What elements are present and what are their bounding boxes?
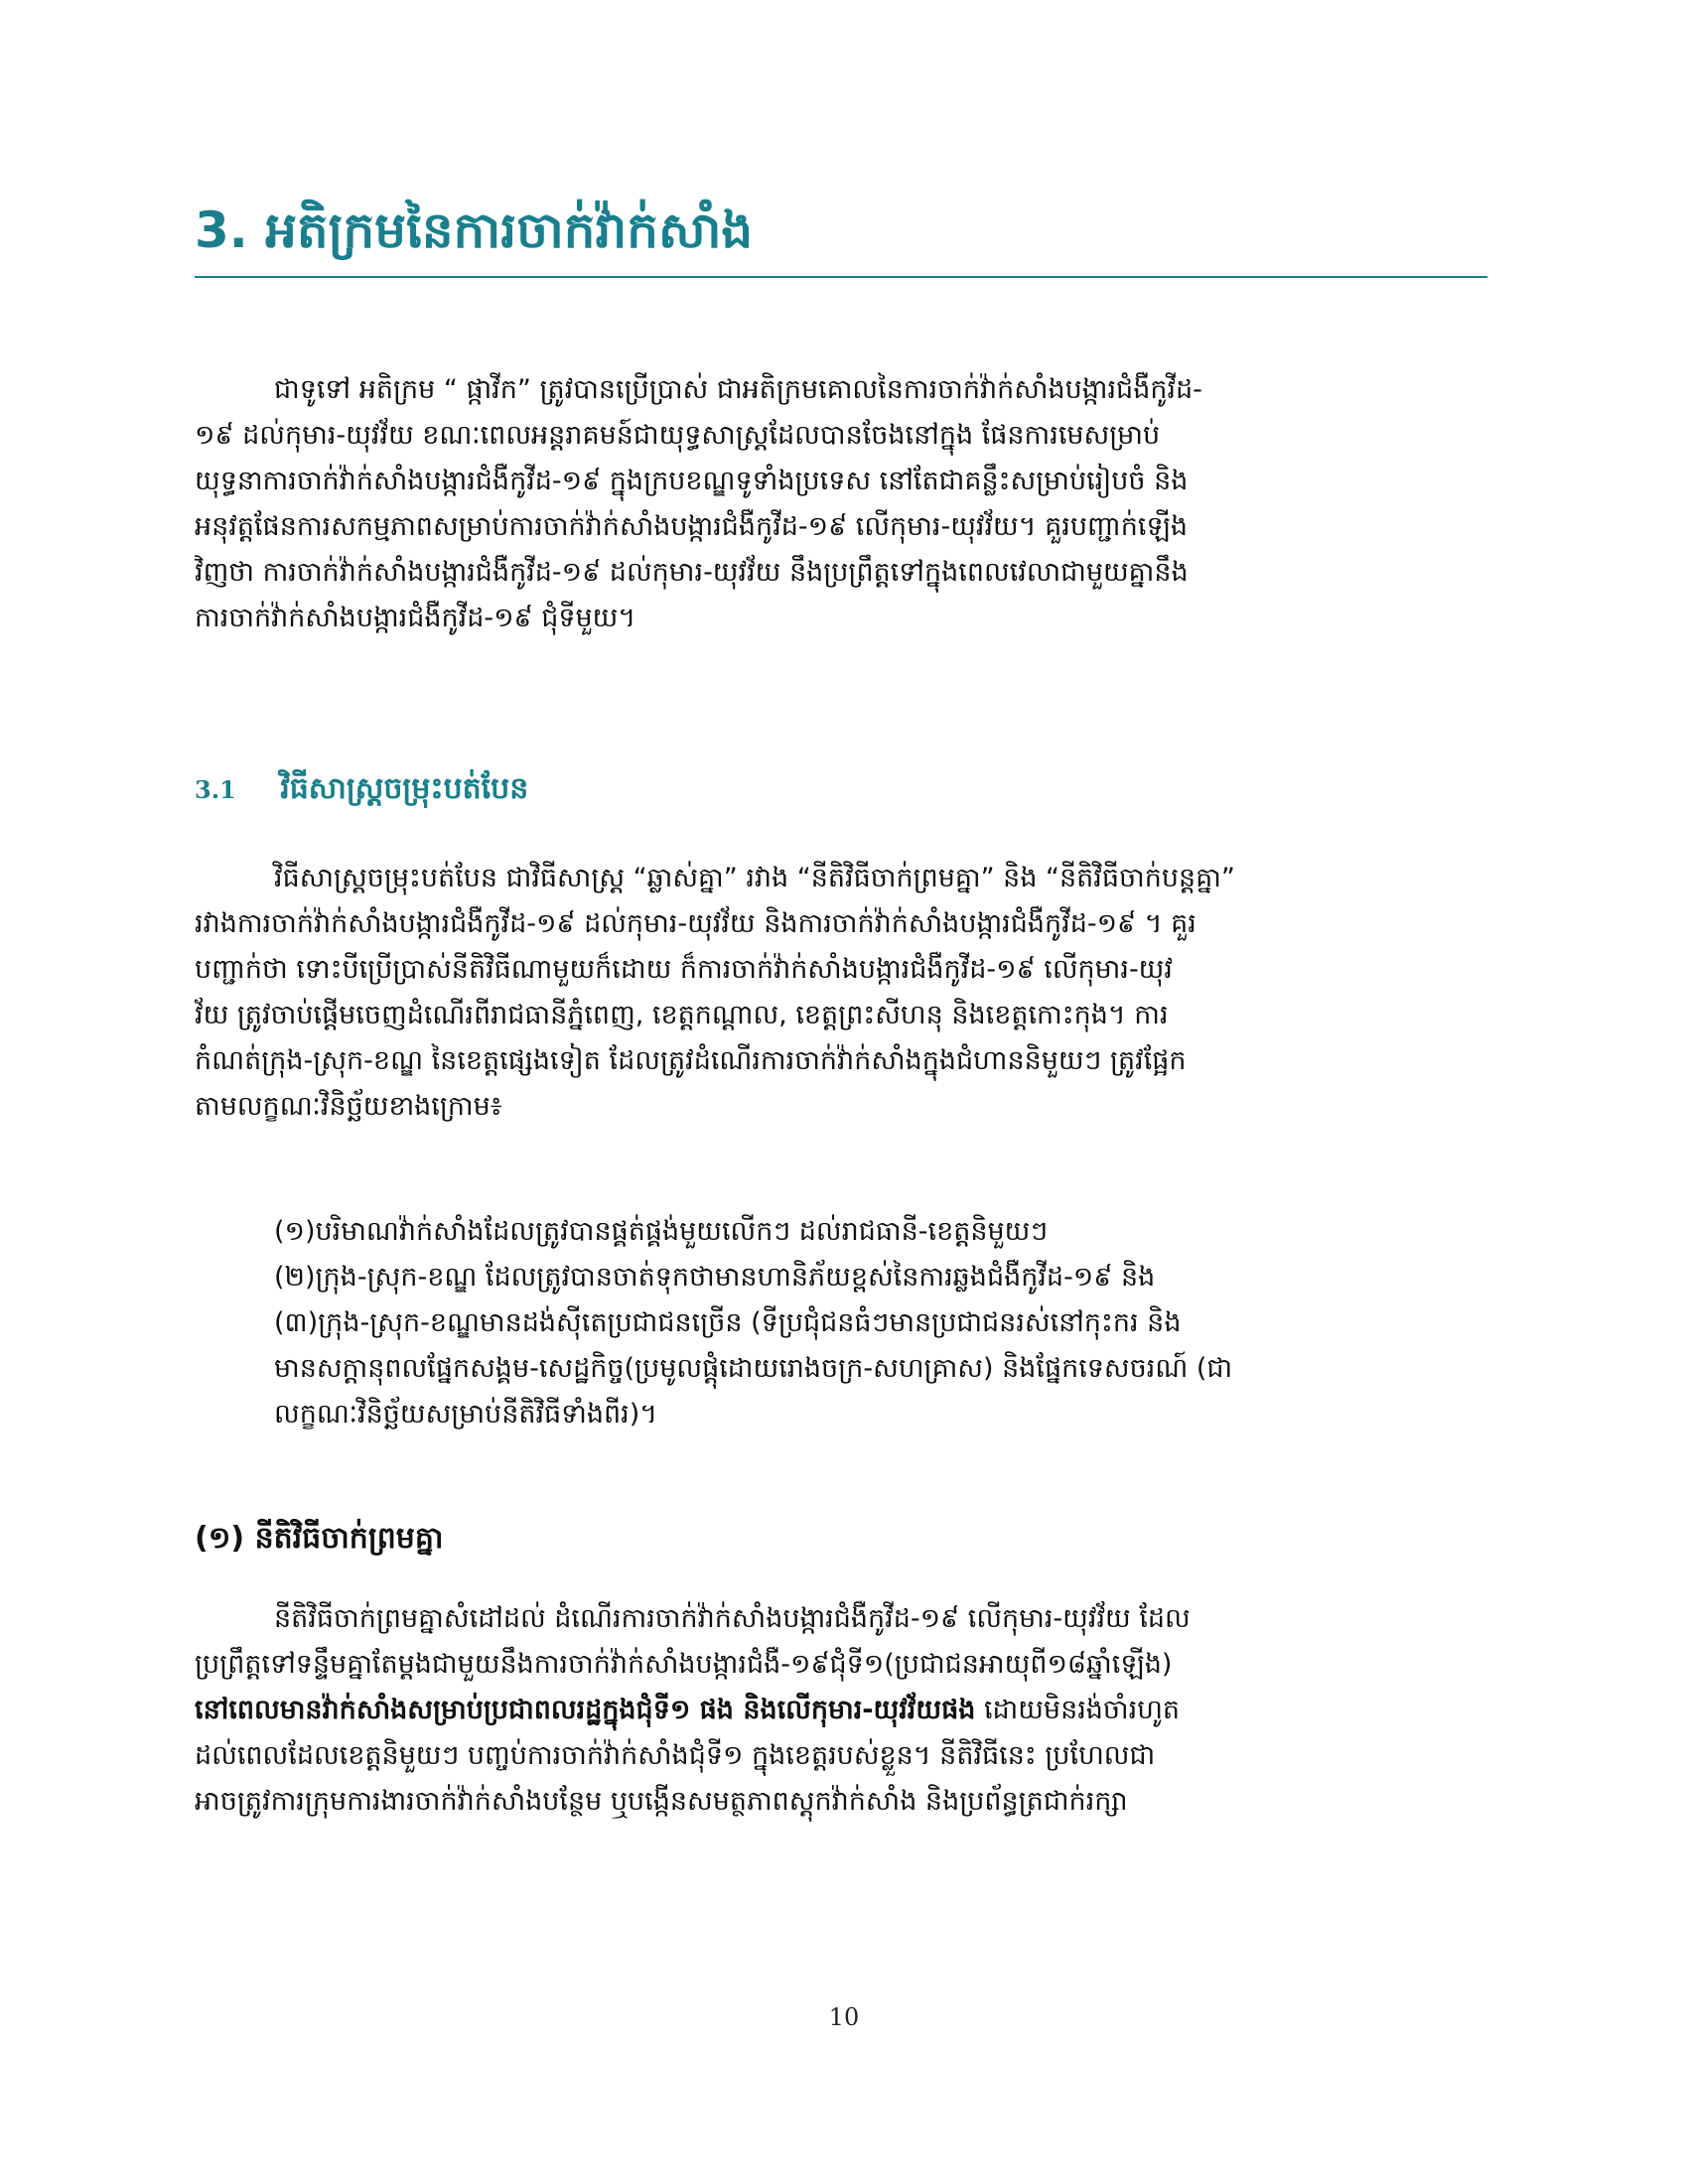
section-heading: 3. អតិក្រមនៃការចាក់វ៉ាក់សាំង (195, 202, 754, 259)
criteria-item: លក្ខណៈវិនិច្ឆ័យសម្រាប់នីតិវិធីទាំងពីរ)។ (274, 1399, 658, 1430)
paragraph-line: នីតិវិធីចាក់ព្រមគ្នាសំដៅដល់ ដំណើរការចាក់វ៉ាក់សាំងបង្ការជំងឺកូវីដ-១៩ លើកុមារ-យុវវ័យ ដែល (274, 1603, 1191, 1634)
page-number: 10 (828, 2003, 860, 2031)
paragraph-line: វិធីសាស្ត្រចម្រុះបត់បែន ជាវិធីសាស្ត្រ “ឆ្លាស់គ្នា” រវាង “នីតិវិធីចាក់ព្រមគ្នា” និង “នីតិវិធីចាក់បន្តគ្នា” (274, 863, 1235, 893)
paragraph-line: វ័យ ត្រូវចាប់ផ្តើមចេញដំណើរពីរាជធានីភ្នំពេញ, ខេត្តកណ្តាល, ខេត្តព្រះសីហនុ និងខេត្តកោះកុង។ ការ (195, 1000, 1169, 1030)
criteria-item: មានសក្តានុពលផ្នែកសង្គម-សេដ្ឋកិច្ច(ប្រមូលផ្តុំដោយរោងចក្រ-សហគ្រាស) និងផ្នែកទេសចរណ៍ (ជា (274, 1353, 1233, 1384)
paragraph-line: យុទ្ធនាការចាក់វ៉ាក់សាំងបង្ការជំងឺកូវីដ-១៩ ក្នុងក្របខណ្ឌទូទាំងប្រទេស នៅតែជាគន្លឹះសម្រាប់រៀបចំ និង (195, 466, 1189, 496)
heading-divider (195, 276, 1487, 278)
criteria-item: (១)បរិមាណវ៉ាក់សាំងដែលត្រូវបានផ្គត់ផ្គង់មួយលើកៗ ដល់រាជធានី-ខេត្តនិមួយៗ (274, 1216, 1049, 1247)
procedure-paragraph (195, 1596, 1487, 1825)
criteria-list (274, 1209, 1487, 1437)
subsection-heading (195, 769, 528, 813)
paragraph-line: ១៩ ដល់កុមារ-យុវវ័យ ខណៈពេលអន្តរាគមន៍ជាយុទ្ធសាស្ត្រដែលបានចែងនៅក្នុង ផែនការមេសម្រាប់ (195, 420, 1161, 451)
paragraph-line: រវាងការចាក់វ៉ាក់សាំងបង្ការជំងឺកូវីដ-១៩ ដល់កុមារ-យុវវ័យ និងការចាក់វ៉ាក់សាំងបង្ការជំងឺកូវីដ-១៩ ។ គួរ (195, 908, 1196, 939)
paragraph-line: ប្រព្រឹត្តទៅទន្ទឹមគ្នាតែម្តងជាមួយនឹងការចាក់វ៉ាក់សាំងបង្ការជំងឺ-១៩ជុំទី១(ប្រជាជនអាយុពី១៨ឆ្នាំឡើង) (195, 1649, 1173, 1680)
procedure-heading: (១) នីតិវិធីចាក់ព្រមគ្នា (195, 1521, 444, 1556)
paragraph-text: ដោយមិនរង់ចាំរហូត (975, 1695, 1181, 1725)
paragraph-line (195, 1688, 1487, 1733)
paragraph-line: វិញថា ការចាក់វ៉ាក់សាំងបង្ការជំងឺកូវីដ-១៩ ដល់កុមារ-យុវវ័យ នឹងប្រព្រឹត្តទៅក្នុងពេលវេលាជាមួយគ្នានឹង (195, 557, 1189, 588)
paragraph-line: បញ្ជាក់ថា ទោះបីប្រើប្រាស់នីតិវិធីណាមួយក៏ដោយ ក៏ការចាក់វ៉ាក់សាំងបង្ការជំងឺកូវីដ-១៩ លើកុមារ-យុវ (195, 954, 1173, 985)
paragraph-line: អនុវត្តផែនការសកម្មភាពសម្រាប់ការចាក់វ៉ាក់សាំងបង្ការជំងឺកូវីដ-១៩ លើកុមារ-យុវវ័យ។ គួរបញ្ជាក់ឡើង (195, 511, 1188, 542)
subsection-paragraph (195, 856, 1487, 1130)
subsection-number: 3.1 (195, 775, 236, 804)
paragraph-line: ដល់ពេលដែលខេត្តនិមួយៗ បញ្ចប់ការចាក់វ៉ាក់សាំងជុំទី១ ក្នុងខេត្តរបស់ខ្លួន។ នីតិវិធីនេះ ប្រហែលជា (195, 1740, 1156, 1771)
criteria-item: (៣)ក្រុង-ស្រុក-ខណ្ឌមានដង់ស៊ីតេប្រជាជនច្រើន (ទីប្រជុំជនធំៗមានប្រជាជនរស់នៅកុះករ និង (274, 1307, 1182, 1338)
subsection-title: វិធីសាស្ត្រចម្រុះបត់បែន (280, 771, 529, 806)
paragraph-line: ជាទូទៅ អតិក្រម “ ផ្កាវីក” ត្រូវបានប្រើប្រាស់ ជាអតិក្រមគោលនៃការចាក់វ៉ាក់សាំងបង្ការជំងឺកូវីដ- (274, 374, 1202, 405)
paragraph-line: តាមលក្ខណៈវិនិច្ឆ័យខាងក្រោម៖ (195, 1091, 502, 1122)
emphasis-text: នៅពេលមានវ៉ាក់សាំងសម្រាប់ប្រជាពលរដ្ឋក្នុងជុំទី១ ផង និងលើកុមារ-យុវវ័យផង (195, 1695, 976, 1725)
paragraph-line: ការចាក់វ៉ាក់សាំងបង្ការជំងឺកូវីដ-១៩ ជុំទីមួយ។ (195, 603, 636, 633)
paragraph-line: អាចត្រូវការក្រុមការងារចាក់វ៉ាក់សាំងបន្ថែម ឬបង្កើនសមត្ថភាពស្តុកវ៉ាក់សាំង និងប្រព័ន្ធត្រជាក់រក្សា (195, 1786, 1128, 1817)
paragraph-line: កំណត់ក្រុង-ស្រុក-ខណ្ឌ នៃខេត្តផ្សេងទៀត ដែលត្រូវដំណើរការចាក់វ៉ាក់សាំងក្នុងជំហាននិមួយៗ ត្រូវផ្អែក (195, 1045, 1187, 1076)
intro-paragraph (195, 367, 1487, 641)
criteria-item: (២)ក្រុង-ស្រុក-ខណ្ឌ ដែលត្រូវបានចាត់ទុកថាមានហានិភ័យខ្ពស់នៃការឆ្លងជំងឺកូវីដ-១៩ និង (274, 1262, 1156, 1293)
